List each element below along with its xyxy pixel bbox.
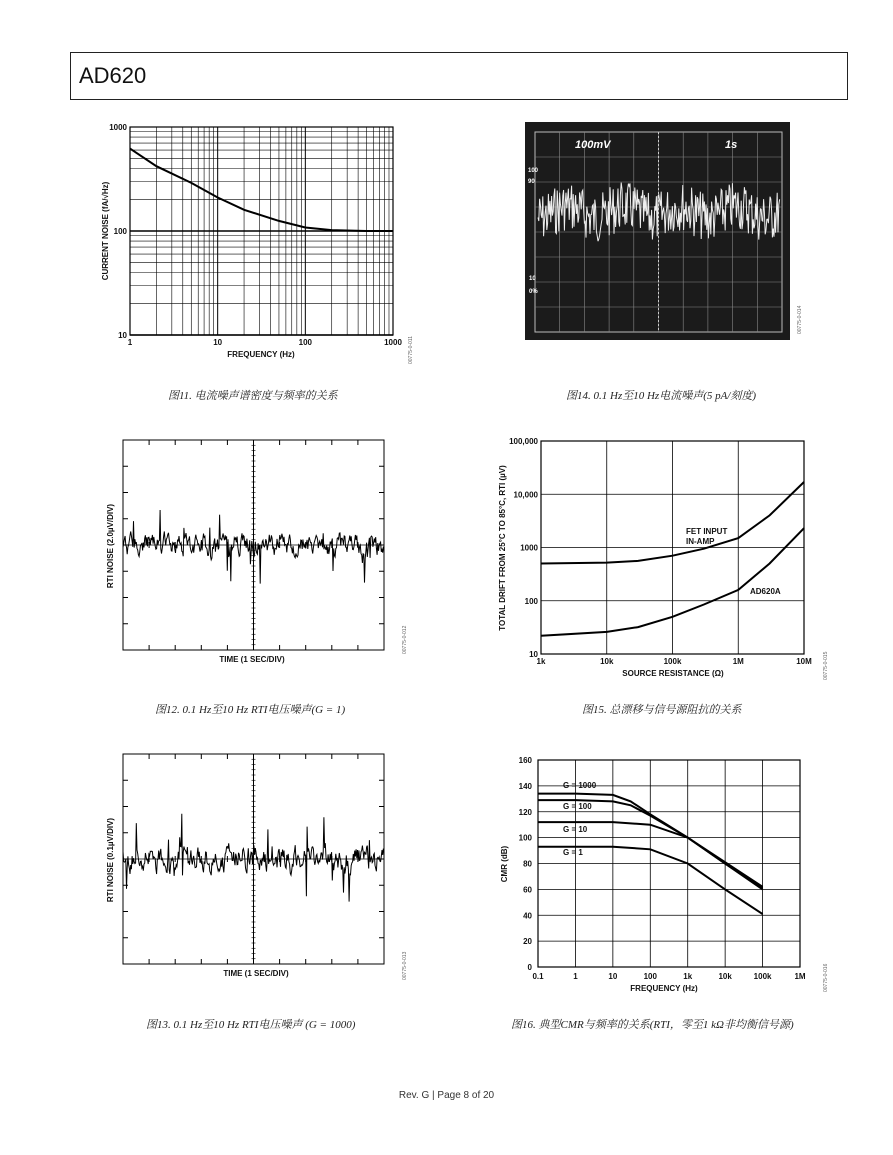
y-axis-label: TOTAL DRIFT FROM 25°C TO 85°C, RTI (µV)	[498, 465, 507, 631]
y-tick-label: 100,000	[509, 437, 538, 446]
y-tick-label: 10	[118, 331, 127, 340]
x-tick-label: 100	[298, 338, 313, 347]
y-axis-label: RTI NOISE (2.0µV/DIV)	[106, 503, 115, 589]
label-fet-input: FET INPUT	[686, 527, 728, 536]
label-g1: G = 1	[563, 848, 583, 857]
figure-12-caption: 图12. 0.1 Hz至10 Hz RTI电压噪声(G = 1)	[155, 704, 346, 716]
y-tick-label: 100	[113, 227, 127, 236]
figure-13-chart	[100, 750, 418, 985]
y-tick-label: 100	[518, 833, 532, 843]
figure-id: 00775-0-013	[402, 951, 408, 980]
figure-id: 00775-0-012	[402, 625, 408, 654]
y-tick-label: 140	[518, 781, 532, 791]
figure-16-caption: 图16. 典型CMR与频率的关系(RTI，零至1 kΩ非均衡信号源)	[511, 1019, 794, 1031]
x-tick-label: 0.1	[532, 972, 544, 981]
y-tick-label: 40	[523, 911, 532, 921]
figure-15-chart	[493, 436, 833, 681]
x-tick-label: 10	[608, 972, 618, 981]
y-tick-label: 100	[524, 596, 538, 606]
y-tick-label: 10	[529, 650, 538, 659]
y-tick-label: 10,000	[513, 490, 538, 500]
x-axis-label: FREQUENCY (Hz)	[227, 350, 295, 359]
x-tick-label: 1k	[536, 657, 546, 666]
y-axis-label: RTI NOISE (0.1µV/DIV)	[106, 817, 115, 903]
figure-id: 00775-0-016	[823, 963, 829, 992]
document-title: AD620	[79, 63, 147, 88]
scope-mark-10: 10	[529, 276, 536, 282]
label-g10: G = 10	[563, 825, 588, 834]
scope-mark-0: 0%	[529, 289, 538, 295]
y-tick-label: 1000	[109, 123, 127, 132]
figure-14-scope	[525, 122, 810, 342]
x-tick-label: 10k	[718, 972, 732, 981]
y-tick-label: 80	[523, 859, 532, 869]
y-tick-label: 160	[518, 756, 532, 765]
y-tick-label: 20	[523, 937, 532, 947]
y-tick-label: 0	[527, 963, 532, 972]
figure-id: 00775-0-014	[797, 305, 803, 334]
x-tick-label: 1M	[794, 972, 806, 981]
x-tick-label: 1000	[384, 338, 402, 347]
figure-12-chart	[100, 436, 418, 671]
scope-scale-right: 1s	[725, 139, 738, 151]
scope-mark-90: 90	[528, 179, 535, 185]
label-g1000: G = 1000	[563, 781, 597, 790]
page-header	[70, 52, 848, 100]
x-tick-label: 100k	[663, 657, 682, 666]
x-axis-label: TIME (1 SEC/DIV)	[219, 655, 285, 664]
x-tick-label: 10M	[796, 657, 812, 666]
figure-14-caption: 图14. 0.1 Hz至10 Hz电流噪声(5 pA/刻度)	[566, 390, 757, 402]
x-tick-label: 100k	[753, 972, 772, 981]
y-tick-label: 120	[518, 807, 532, 817]
x-tick-label: 1	[573, 972, 578, 981]
x-tick-label: 1	[127, 338, 133, 347]
label-in-amp: IN-AMP	[686, 537, 715, 546]
figure-11-chart	[95, 118, 425, 368]
x-tick-label: 1k	[683, 972, 693, 981]
x-axis-label: SOURCE RESISTANCE (Ω)	[622, 669, 724, 678]
x-tick-label: 10k	[600, 657, 614, 666]
current-noise-curve	[130, 149, 393, 231]
scope-mark-100: 100	[528, 168, 539, 174]
x-tick-label: 10	[213, 338, 223, 347]
figure-15-caption: 图15. 总漂移与信号源阻抗的关系	[582, 704, 742, 716]
scope-scale-left: 100mV	[575, 139, 611, 151]
figure-id: 00775-0-011	[408, 336, 414, 364]
figure-13-caption: 图13. 0.1 Hz至10 Hz RTI电压噪声 (G = 1000)	[146, 1019, 356, 1031]
label-ad620a: AD620A	[750, 587, 781, 596]
x-tick-label: 100	[643, 972, 657, 981]
figure-id: 00775-0-015	[823, 651, 829, 680]
figure-11-caption: 图11. 电流噪声谱密度与频率的关系	[168, 390, 338, 402]
y-tick-label: 1000	[520, 543, 538, 553]
y-axis-label: CURRENT NOISE (fA/√Hz)	[101, 181, 110, 281]
y-axis-label: CMR (dB)	[500, 845, 509, 883]
label-g100: G = 100	[563, 802, 592, 811]
x-axis-label: FREQUENCY (Hz)	[630, 984, 698, 993]
figure-16-chart	[493, 752, 833, 1000]
page-footer: Rev. G | Page 8 of 20	[398, 1090, 495, 1101]
x-tick-label: 1M	[732, 657, 744, 666]
y-tick-label: 60	[523, 885, 532, 895]
x-axis-label: TIME (1 SEC/DIV)	[223, 969, 289, 978]
